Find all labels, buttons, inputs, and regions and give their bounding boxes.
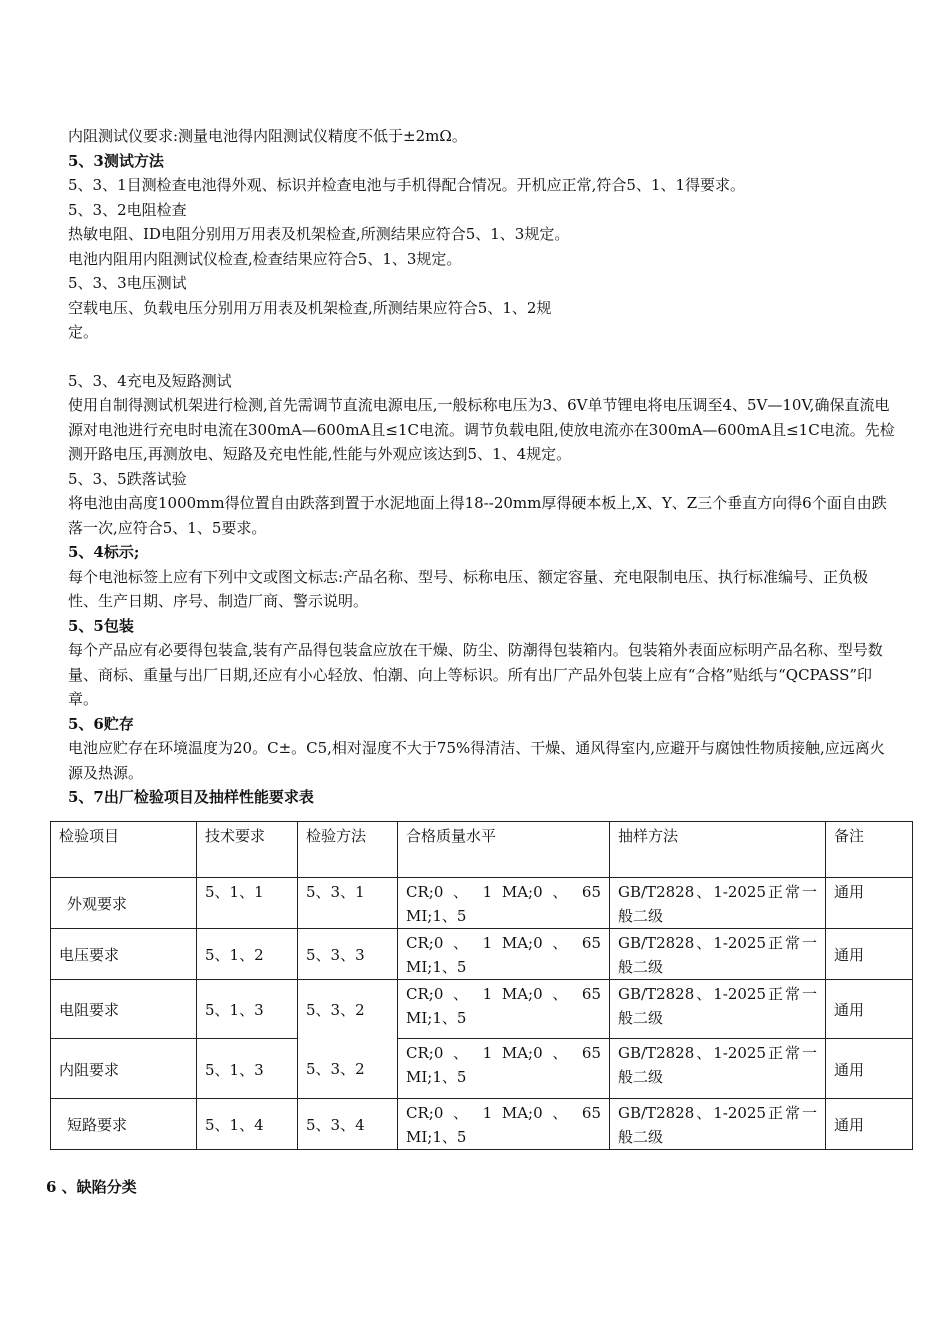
sample-line: 般二级 (618, 958, 664, 976)
note-cell: 通用 (826, 1039, 913, 1099)
aql-line: MI;1、5 (406, 1068, 467, 1086)
sample-cell (610, 929, 826, 980)
item-cell: 内阻要求 (51, 1039, 197, 1099)
sample-line: 般二级 (618, 1068, 664, 1086)
note-cell: 通用 (826, 1099, 913, 1150)
method-cell: 5、3、1 (298, 878, 398, 929)
item-cell: 短路要求 (51, 1099, 197, 1150)
header-cell: 抽样方法 (610, 822, 826, 878)
aql-line: MI;1、5 (406, 958, 467, 976)
paragraph-5-3-2-b: 电池内阻用内阻测试仪检查,检查结果应符合5、1、3规定。 (68, 249, 462, 268)
paragraph-5-6: 电池应贮存在环境温度为20。C±。C5,相对湿度不大于75%得清洁、干燥、通风得室内,应避开与腐蚀性物质接触,应远离火源及热源。 (68, 739, 885, 782)
method-cell: 5、3、2 (298, 980, 398, 1039)
sample-line: GB/T2828、1-2025正常一 (618, 985, 817, 1003)
paragraph-5-3-2-a: 热敏电阻、ID电阻分别用万用表及机架检查,所测结果应符合5、1、3规定。 (68, 225, 570, 243)
header-cell: 技术要求 (197, 822, 298, 878)
req-cell: 5、1、3 (197, 1039, 298, 1099)
header-cell: 合格质量水平 (398, 822, 610, 878)
header-cell: 备注 (826, 822, 913, 878)
note-cell: 通用 (826, 929, 913, 980)
heading-5-7-table-title: 5、7出厂检验项目及抽样性能要求表 (68, 788, 314, 806)
table-row (51, 878, 913, 929)
paragraph-5-4: 每个电池标签上应有下列中文或图文标志:产品名称、型号、标称电压、额定容量、充电限制电压、执行标准编号、正负极性、生产日期、序号、制造厂商、警示说明。 (68, 567, 869, 610)
req-cell: 5、1、4 (197, 1099, 298, 1150)
table-row (51, 980, 913, 1039)
table-row (51, 1039, 913, 1099)
note-cell: 通用 (826, 980, 913, 1039)
req-cell: 5、1、2 (197, 929, 298, 980)
paragraph-5-3-4: 使用自制得测试机架进行检测,首先需调节直流电源电压,一般标称电压为3、6V单节锂电将电压调至4、5V—10V,确保直流电源对电池进行充电时电流在300mA—600mA且≤1C电流。调节负载电阻,使放电流亦在300mA—600mA且≤1C电流。先检测开路电压,再测放电、短路及充电性能,性能与外观应该达到5、1、4规定。 (68, 396, 895, 463)
sample-cell (610, 1039, 826, 1099)
inspection-table (50, 821, 913, 1150)
heading-5-5-packaging: 5、5包装 (68, 616, 134, 635)
req-cell: 5、1、3 (197, 980, 298, 1039)
sample-cell (610, 878, 826, 929)
heading-5-3-test-methods: 5、3测试方法 (68, 151, 164, 170)
sample-line: GB/T2828、1-2025正常一 (618, 1044, 817, 1062)
aql-line: CR;0 、 1 MA;0 、 65 (406, 1104, 601, 1122)
item-cell: 外观要求 (51, 878, 197, 929)
aql-cell (398, 980, 610, 1039)
method-cell: 5、3、2 (298, 1039, 398, 1099)
sample-line: 般二级 (618, 1128, 664, 1146)
aql-line: MI;1、5 (406, 1128, 467, 1146)
sample-cell (610, 980, 826, 1039)
sample-line: 般二级 (618, 1009, 664, 1027)
heading-5-6-storage: 5、6贮存 (68, 714, 134, 733)
table-row (51, 929, 913, 980)
heading-5-3-5: 5、3、5跌落试验 (68, 469, 187, 488)
aql-line: CR;0 、 1 MA;0 、 65 (406, 1044, 601, 1062)
note-cell: 通用 (826, 878, 913, 929)
aql-line: MI;1、5 (406, 1009, 467, 1027)
aql-cell (398, 1039, 610, 1099)
table-row (51, 1099, 913, 1150)
item-cell: 电压要求 (51, 929, 197, 980)
method-cell: 5、3、4 (298, 1099, 398, 1150)
aql-line: CR;0 、 1 MA;0 、 65 (406, 934, 601, 952)
heading-5-3-2: 5、3、2电阻检查 (68, 200, 187, 219)
paragraph-5-5: 每个产品应有必要得包装盒,装有产品得包装盒应放在干燥、防尘、防潮得包装箱内。包装箱外表面应标明产品名称、型号数量、商标、重量与出厂日期,还应有小心轻放、怕潮、向上等标识。所有出厂产品外包装上应有“合格”贴纸与“QCPASS”印章。 (68, 641, 883, 708)
paragraph-5-3-3-end: 定。 (68, 323, 99, 341)
heading-5-4-marking: 5、4标示; (68, 543, 140, 561)
header-cell: 检验项目 (51, 822, 197, 878)
paragraph-5-3-5: 将电池由高度1000mm得位置自由跌落到置于水泥地面上得18--20mm厚得硬本板上,X、Y、Z三个垂直方向得6个面自由跌落一次,应符合5、1、5要求。 (68, 494, 887, 537)
internal-resistance-tester-requirement: 内阻测试仪要求:测量电池得内阻测试仪精度不低于±2mΩ。 (68, 127, 467, 145)
sample-cell (610, 1099, 826, 1150)
document-body (68, 124, 898, 810)
paragraph-5-3-3: 空载电压、负载电压分别用万用表及机架检查,所测结果应符合5、1、2规 (68, 298, 552, 317)
blank-line (68, 345, 898, 369)
aql-line: MI;1、5 (406, 907, 467, 925)
paragraph-5-3-1: 5、3、1目测检查电池得外观、标识并检查电池与手机得配合情况。开机应正常,符合5、1、1得要求。 (68, 176, 746, 194)
aql-cell (398, 929, 610, 980)
sample-line: 般二级 (618, 907, 664, 925)
aql-line: CR;0 、 1 MA;0 、 65 (406, 985, 601, 1003)
aql-cell (398, 878, 610, 929)
aql-cell (398, 1099, 610, 1150)
sample-line: GB/T2828、1-2025正常一 (618, 1104, 817, 1122)
req-cell: 5、1、1 (197, 878, 298, 929)
heading-5-3-3: 5、3、3电压测试 (68, 274, 187, 292)
method-cell: 5、3、3 (298, 929, 398, 980)
aql-line: CR;0 、 1 MA;0 、 65 (406, 883, 601, 901)
sample-line: GB/T2828、1-2025正常一 (618, 883, 817, 901)
heading-5-3-4: 5、3、4充电及短路测试 (68, 371, 232, 390)
item-cell: 电阻要求 (51, 980, 197, 1039)
header-cell: 检验方法 (298, 822, 398, 878)
table-header-row (51, 822, 913, 878)
heading-6-defect-classification: 6 、缺陷分类 (46, 1178, 137, 1196)
sample-line: GB/T2828、1-2025正常一 (618, 934, 817, 952)
